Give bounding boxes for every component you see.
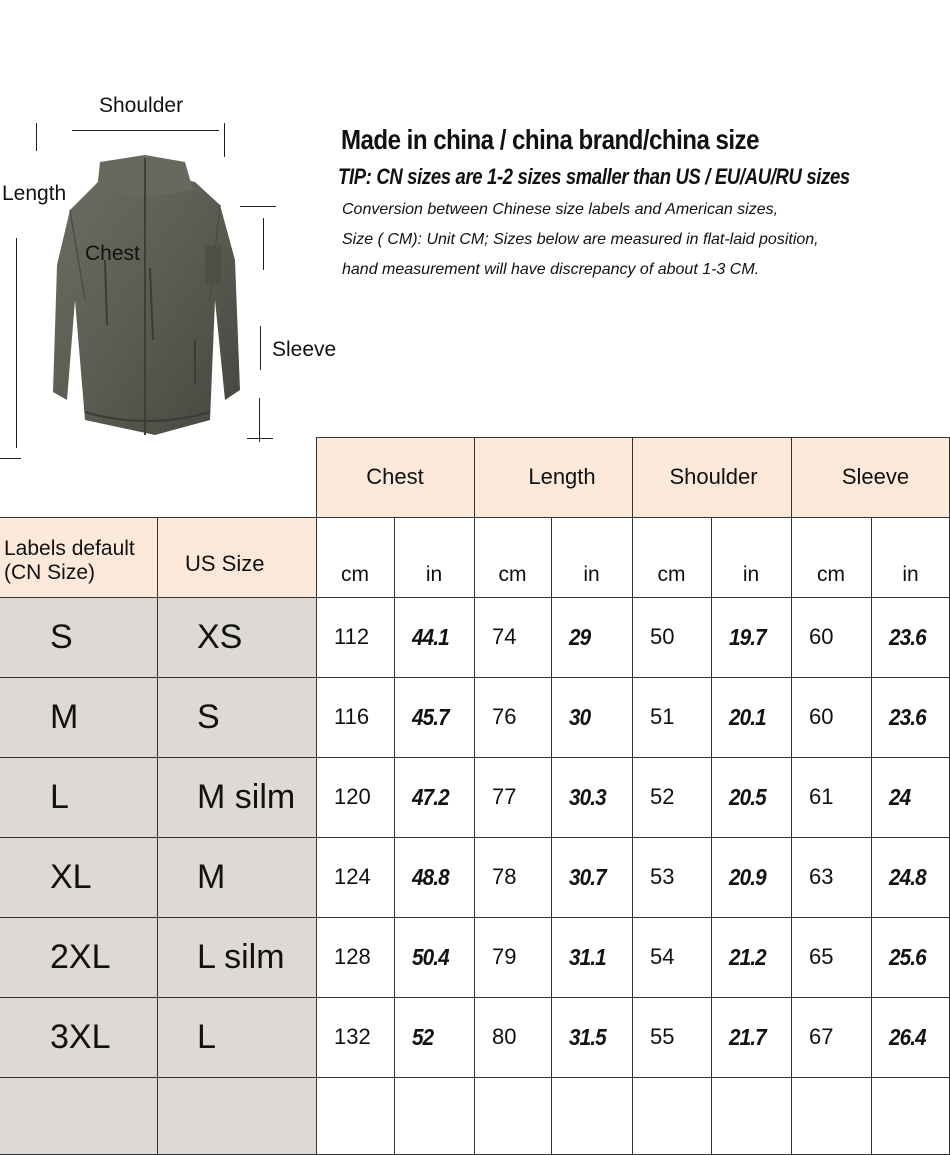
- group-header-length: Length: [474, 437, 632, 517]
- grid-line: [0, 517, 950, 518]
- in-value-cell: 23.6: [889, 623, 926, 650]
- cm-value-cell: 63: [809, 864, 834, 889]
- in-value-cell: 50.4: [412, 943, 449, 970]
- cm-value-cell: 128: [334, 944, 371, 969]
- cm-value-cell: 116: [334, 704, 370, 729]
- cn-size-cell: S: [50, 617, 73, 656]
- cm-value-cell: 112: [334, 624, 370, 649]
- in-value-cell: 20.5: [729, 783, 766, 810]
- cm-value-cell: 132: [334, 1024, 371, 1049]
- us-size-cell: XS: [197, 617, 243, 656]
- grid-line: [632, 437, 633, 1155]
- grid-line: [474, 437, 475, 1155]
- cm-value-cell: 52: [650, 784, 675, 809]
- in-value-cell: 47.2: [412, 783, 449, 810]
- unit-header: in: [425, 563, 443, 586]
- cm-value-cell: 51: [650, 704, 675, 729]
- in-value-cell: 21.7: [729, 1023, 766, 1050]
- cm-value-cell: 120: [334, 784, 371, 809]
- us-size-cell: L silm: [197, 937, 285, 976]
- cn-size-cell: XL: [50, 857, 92, 896]
- in-value-cell: 45.7: [412, 703, 449, 730]
- unit-header: cm: [341, 563, 369, 586]
- unit-header: cm: [657, 563, 686, 586]
- cm-value-cell: 79: [492, 944, 517, 969]
- in-value-cell: 25.6: [889, 943, 926, 970]
- us-size-cell: M silm: [197, 777, 296, 816]
- us-size-cell: L: [197, 1017, 216, 1056]
- cm-value-cell: 55: [650, 1024, 675, 1049]
- sleeve-label: Sleeve: [272, 338, 337, 361]
- in-value-cell: 30: [569, 703, 591, 730]
- in-value-cell: 30.7: [569, 863, 606, 890]
- in-value-cell: 31.5: [569, 1023, 606, 1050]
- in-value-cell: 19.7: [729, 623, 766, 650]
- grid-line: [0, 757, 950, 758]
- cn-size-cell: 2XL: [50, 937, 111, 976]
- in-value-cell: 44.1: [412, 623, 449, 650]
- cm-value-cell: 76: [492, 704, 517, 729]
- cm-value-cell: 65: [809, 944, 834, 969]
- grid-line: [551, 517, 552, 1155]
- cn-size-cell: L: [50, 777, 69, 816]
- in-value-cell: 20.9: [729, 863, 766, 890]
- grid-line: [791, 437, 792, 1155]
- shoulder-label: Shoulder: [99, 94, 184, 117]
- unit-header: in: [583, 563, 600, 586]
- cm-value-cell: 78: [492, 864, 517, 889]
- in-value-cell: 48.8: [412, 863, 449, 890]
- grid-line: [316, 437, 950, 438]
- group-header-sleeve: Sleeve: [791, 437, 950, 517]
- grid-line: [871, 517, 872, 1155]
- us-size-cell: S: [197, 697, 220, 736]
- cm-value-cell: 80: [492, 1024, 517, 1049]
- grid-line: [0, 997, 950, 998]
- cm-value-cell: 61: [809, 784, 834, 809]
- cm-value-cell: 50: [650, 624, 675, 649]
- cm-value-cell: 67: [809, 1024, 834, 1049]
- cn-size-header: Labels default (CN Size): [0, 517, 157, 597]
- unit-header: in: [902, 563, 919, 586]
- grid-line: [0, 1077, 950, 1078]
- grid-line: [394, 517, 395, 1155]
- grid-line: [0, 837, 950, 838]
- grid-line: [157, 517, 158, 1155]
- in-value-cell: 26.4: [889, 1023, 926, 1050]
- in-value-cell: 52: [412, 1023, 434, 1050]
- in-value-cell: 23.6: [889, 703, 926, 730]
- in-value-cell: 20.1: [729, 703, 766, 730]
- cm-value-cell: 74: [492, 624, 517, 649]
- length-label: Length: [2, 182, 67, 205]
- in-value-cell: 30.3: [569, 783, 606, 810]
- grid-line: [0, 917, 950, 918]
- note-line-2: Size ( CM): Unit CM; Sizes below are measured in flat-laid position,: [342, 231, 819, 248]
- grid-line: [316, 437, 317, 1155]
- cm-value-cell: 54: [650, 944, 675, 969]
- in-value-cell: 24: [889, 783, 911, 810]
- note-line-3: hand measurement will have discrepancy of about 1-3 CM.: [342, 261, 760, 278]
- unit-header: cm: [498, 563, 527, 586]
- group-header-shoulder: Shoulder: [632, 437, 791, 517]
- in-value-cell: 31.1: [569, 943, 606, 970]
- page-title: Made in china / china brand/china size: [341, 124, 759, 155]
- cm-value-cell: 77: [492, 784, 517, 809]
- cn-size-cell: M: [50, 697, 79, 736]
- size-tip: TIP: CN sizes are 1-2 sizes smaller than US / EU/AU/RU sizes: [338, 164, 850, 189]
- in-value-cell: 29: [569, 623, 591, 650]
- cm-value-cell: 60: [809, 704, 834, 729]
- us-size-header: US Size: [157, 517, 316, 597]
- unit-header: in: [742, 563, 760, 586]
- cm-value-cell: 60: [809, 624, 834, 649]
- in-value-cell: 24.8: [889, 863, 926, 890]
- cm-value-cell: 124: [334, 864, 371, 889]
- cm-value-cell: 53: [650, 864, 675, 889]
- group-header-chest: Chest: [316, 437, 474, 517]
- cn-size-cell: 3XL: [50, 1017, 111, 1056]
- grid-line: [711, 517, 712, 1155]
- grid-line: [0, 677, 950, 678]
- grid-line: [0, 597, 950, 598]
- us-size-cell: M: [197, 857, 226, 896]
- chest-label: Chest: [85, 242, 140, 265]
- note-line-1: Conversion between Chinese size labels and American sizes,: [342, 201, 779, 218]
- unit-header: cm: [817, 563, 845, 586]
- in-value-cell: 21.2: [729, 943, 766, 970]
